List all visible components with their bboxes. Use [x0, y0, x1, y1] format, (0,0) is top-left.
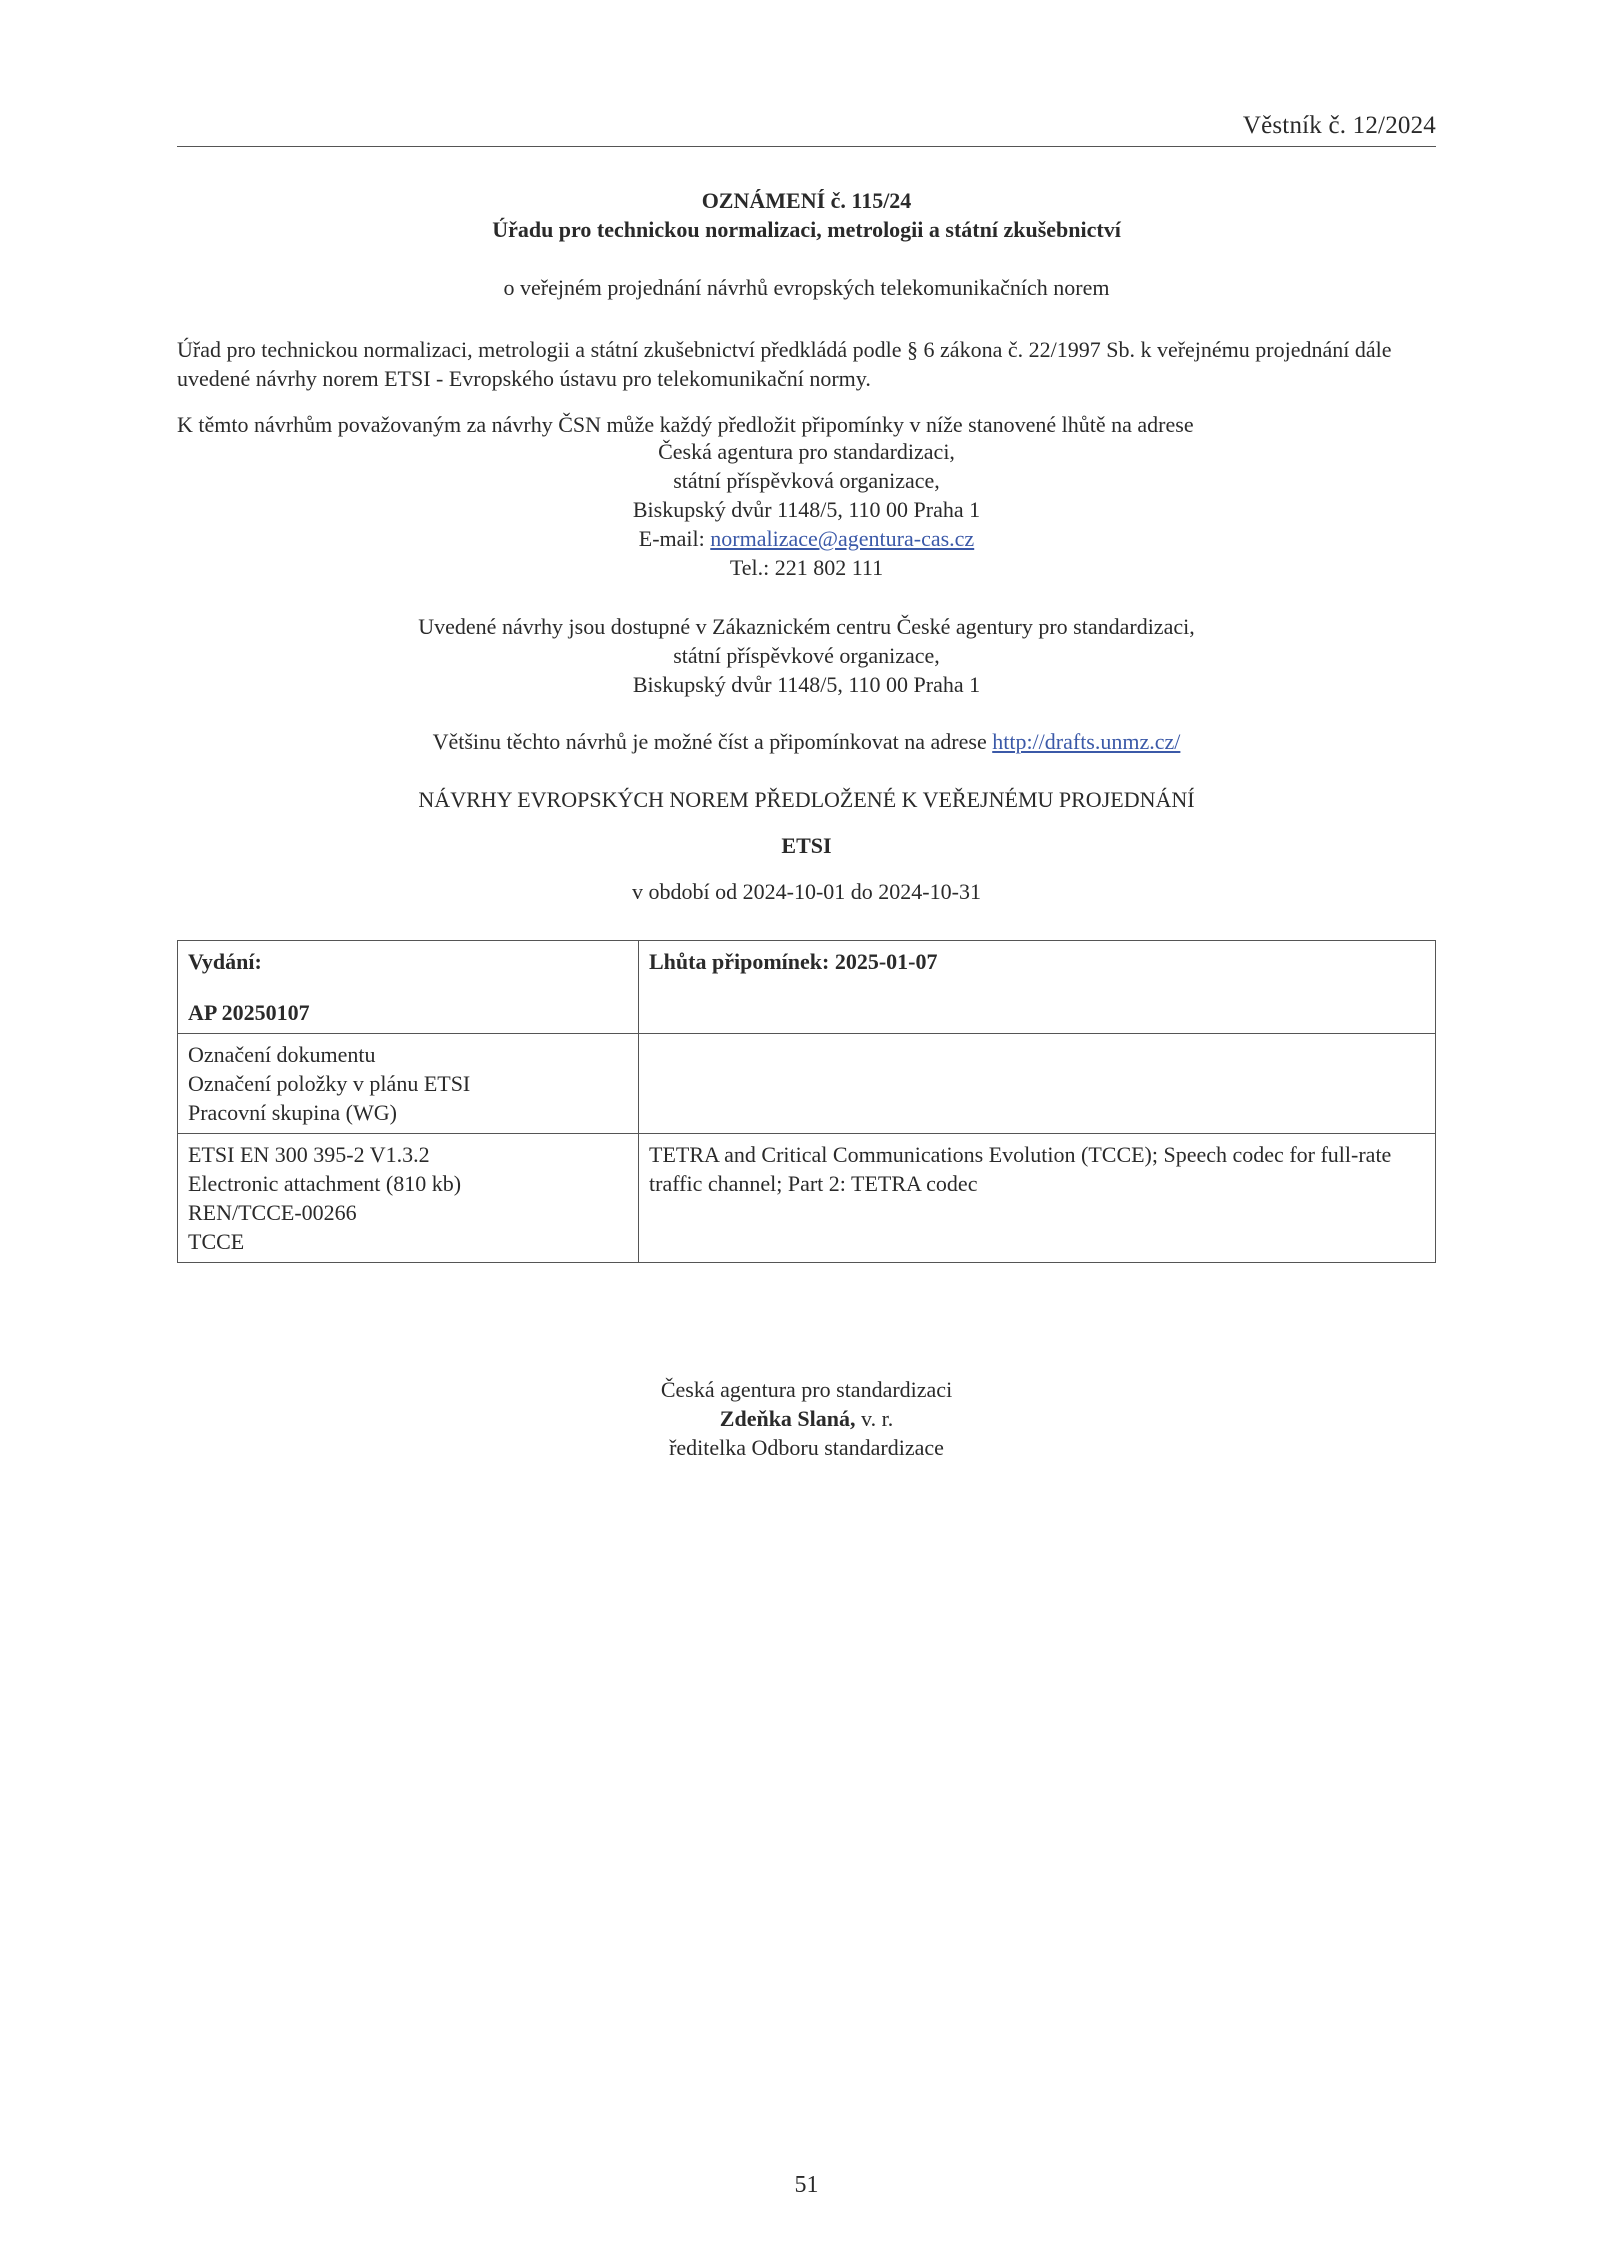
email-line — [177, 524, 1436, 553]
journal-issue: Věstník č. 12/2024 — [1242, 112, 1436, 139]
intro-paragraph: Úřad pro technickou normalizaci, metrologii a státní zkušebnictví předkládá podle § 6 zákona č. 22/1997 Sb. k veřejnému projednání dále uvedené návrhy norem ETSI - Evropského ústavu pro telekomunikační normy. — [177, 337, 1392, 391]
address-line: Biskupský dvůr 1148/5, 110 00 Praha 1 — [632, 497, 981, 522]
availability-line: Biskupský dvůr 1148/5, 110 00 Praha 1 — [632, 672, 981, 697]
document-designation: ETSI EN 300 395-2 V1.3.2 — [188, 1142, 430, 1167]
deadline-cell — [639, 941, 1436, 1034]
organization-name: ETSI — [781, 833, 832, 858]
email-link[interactable]: normalizace@agentura-cas.cz — [710, 526, 975, 551]
issuing-office: Úřadu pro technickou normalizaci, metrologii a státní zkušebnictví — [492, 217, 1121, 242]
work-item: REN/TCCE-00266 — [188, 1200, 357, 1225]
document-title: TETRA and Critical Communications Evolution (TCCE); Speech codec for full-rate traffic channel; Part 2: TETRA codec — [649, 1142, 1392, 1196]
period-line: v období od 2024-10-01 do 2024-10-31 — [632, 879, 981, 904]
signatory-role: ředitelka Odboru standardizace — [669, 1435, 944, 1460]
working-group: TCCE — [188, 1229, 245, 1254]
document-id-cell — [178, 1134, 639, 1263]
legend-item: Označení dokumentu — [188, 1042, 376, 1067]
document-title-cell — [639, 1134, 1436, 1263]
header-rule — [177, 146, 1436, 147]
drafts-link[interactable]: http://drafts.unmz.cz/ — [992, 729, 1181, 754]
electronic-attachment[interactable]: Electronic attachment (810 kb) — [188, 1171, 462, 1196]
table-row — [178, 1134, 1436, 1263]
signatory-name: Zdeňka Slaná, — [719, 1406, 856, 1431]
email-label: E-mail: — [638, 526, 711, 551]
deadline-label: Lhůta připomínek: 2025-01-07 — [649, 949, 938, 974]
availability-block — [177, 612, 1436, 699]
edition-value: AP 20250107 — [188, 1000, 310, 1025]
online-text: Většinu těchto návrhů je možné číst a připomínkovat na adrese — [432, 729, 993, 754]
announcement-number: OZNÁMENÍ č. 115/24 — [701, 188, 912, 213]
edition-cell — [178, 941, 639, 1034]
edition-label: Vydání: — [188, 949, 262, 974]
signature-name-line — [177, 1404, 1436, 1433]
online-drafts-line — [177, 729, 1436, 755]
comments-address — [177, 437, 1436, 582]
signature-agency: Česká agentura pro standardizaci — [660, 1377, 953, 1402]
legend-cell — [178, 1034, 639, 1134]
drafts-table — [177, 940, 1436, 1263]
announcement-subtitle: o veřejném projednání návrhů evropských telekomunikačních norem — [503, 275, 1110, 300]
address-line: státní příspěvková organizace, — [673, 468, 940, 493]
table-legend-row — [178, 1034, 1436, 1134]
phone-line: Tel.: 221 802 111 — [729, 555, 884, 580]
address-line: Česká agentura pro standardizaci, — [658, 439, 955, 464]
signatory-suffix: v. r. — [855, 1406, 894, 1431]
page-number: 51 — [794, 2172, 819, 2198]
availability-line: státní příspěvkové organizace, — [673, 643, 940, 668]
drafts-heading: NÁVRHY EVROPSKÝCH NOREM PŘEDLOŽENÉ K VEŘEJNÉMU PROJEDNÁNÍ — [418, 787, 1195, 812]
legend-empty-cell — [639, 1034, 1436, 1134]
signature-block — [177, 1375, 1436, 1462]
table-header-row — [178, 941, 1436, 1034]
availability-line: Uvedené návrhy jsou dostupné v Zákaznickém centru České agentury pro standardizaci, — [418, 614, 1195, 639]
comments-paragraph: K těmto návrhům považovaným za návrhy ČSN může každý předložit připomínky v níže stanovené lhůtě na adrese — [177, 412, 1194, 437]
announcement-title — [177, 186, 1436, 244]
legend-item: Označení položky v plánu ETSI — [188, 1071, 471, 1096]
legend-item: Pracovní skupina (WG) — [188, 1100, 397, 1125]
